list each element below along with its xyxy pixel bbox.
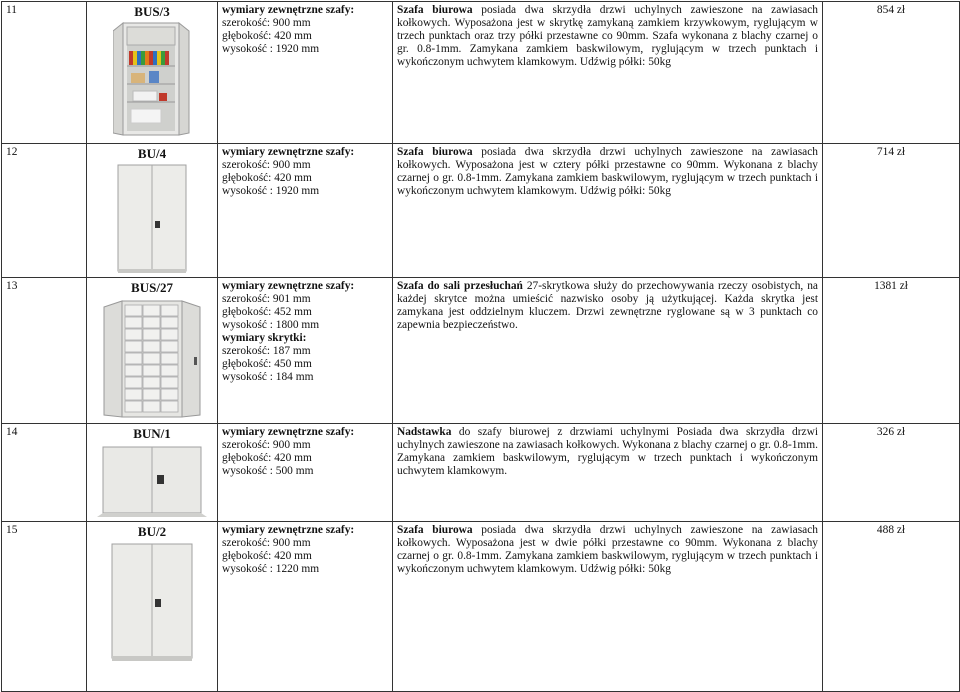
item-code-cell xyxy=(87,144,218,278)
item-code: BUS/27 xyxy=(131,280,173,295)
item-dimensions xyxy=(218,522,393,692)
item-price: 1381 zł xyxy=(823,278,960,424)
item-code: BU/2 xyxy=(137,524,167,539)
description-text: 27-skrytkowa służy do przechowywania rzeczy osobistych, na każdej skrytce można umieścić nazwisko osoby ją użytkującej. Każda skrytka jest zamykana jest oddzielnym kluczem. Drzwi zewnętrzne ryglowane są w 3 punktach co zapewnia bezpieczeństwo. xyxy=(397,280,818,331)
item-code-cell xyxy=(87,424,218,522)
dimensions-heading: wymiary zewnętrzne szafy: xyxy=(222,426,355,438)
item-price: 326 zł xyxy=(823,424,960,522)
item-code-cell xyxy=(87,2,218,144)
dimension-depth: głębokość: 420 mm xyxy=(222,452,312,464)
dimension-height: wysokość : 1220 mm xyxy=(222,563,320,575)
dimensions-heading: wymiary zewnętrzne szafy: xyxy=(222,280,355,292)
open-cabinet-with-binders-image xyxy=(113,21,191,139)
dimension-depth: głębokość: 420 mm xyxy=(222,30,312,42)
item-description xyxy=(393,144,823,278)
dimension-width: szerokość: 900 mm xyxy=(222,159,311,171)
item-description xyxy=(393,2,823,144)
cabinet-extension-image xyxy=(97,443,207,519)
item-description xyxy=(393,278,823,424)
dimension-width: szerokość: 900 mm xyxy=(222,17,311,29)
product-table xyxy=(1,1,960,692)
item-price: 488 zł xyxy=(823,522,960,692)
description-text: posiada dwa skrzydła drzwi uchylnych zawieszone na zawiasach kołkowych. Wyposażona jest w cztery półki przestawne co 90mm. Wykonana z blachy czarnej o gr. 0.8-1mm. Zamykana zamkiem baskwilowym, ryglującym w trzech punktach i wykończonym uchwytem klamkowym. Udźwig półki: 50kg xyxy=(397,146,818,197)
description-text: do szafy biurowej z drzwiami uchylnymi Posiada dwa skrzydła drzwi uchylnych zawieszone na zawiasach kołkowych. Wykonana z blachy czarnej o gr. 0.8-1mm. Zamykana zamkiem baskwilowym, ryglującym w trzech punktach i wykończonym uchwytem klamkowym. xyxy=(397,426,818,477)
dimension-height: wysokość : 1920 mm xyxy=(222,43,320,55)
item-description xyxy=(393,424,823,522)
dimension-width: szerokość: 900 mm xyxy=(222,439,311,451)
locker-dimensions-heading: wymiary skrytki: xyxy=(222,332,307,344)
item-number: 14 xyxy=(2,424,87,522)
item-number: 12 xyxy=(2,144,87,278)
table-row xyxy=(2,424,960,522)
item-description xyxy=(393,522,823,692)
closed-cabinet-image xyxy=(115,163,189,275)
item-code-cell xyxy=(87,278,218,424)
item-dimensions xyxy=(218,278,393,424)
item-code: BU/4 xyxy=(137,146,167,161)
description-lead: Szafa biurowa xyxy=(397,4,473,16)
item-code-cell xyxy=(87,522,218,692)
item-number: 15 xyxy=(2,522,87,692)
item-dimensions xyxy=(218,144,393,278)
item-dimensions xyxy=(218,424,393,522)
dimension-width: szerokość: 900 mm xyxy=(222,537,311,549)
dimension-height: wysokość : 1920 mm xyxy=(222,185,320,197)
dimension-depth: głębokość: 420 mm xyxy=(222,172,312,184)
description-lead: Szafa biurowa xyxy=(397,146,473,158)
item-code: BUS/3 xyxy=(134,4,170,19)
low-cabinet-image xyxy=(107,541,197,665)
item-price: 854 zł xyxy=(823,2,960,144)
item-number: 13 xyxy=(2,278,87,424)
dimension-depth: głębokość: 420 mm xyxy=(222,550,312,562)
dimension-width: szerokość: 901 mm xyxy=(222,293,311,305)
table-row xyxy=(2,522,960,692)
item-price: 714 zł xyxy=(823,144,960,278)
dimensions-heading: wymiary zewnętrzne szafy: xyxy=(222,146,355,158)
description-lead: Nadstawka xyxy=(397,426,452,438)
locker-dimension-depth: głębokość: 450 mm xyxy=(222,358,312,370)
description-text: posiada dwa skrzydła drzwi uchylnych zawieszone na zawiasach kołkowych. Wyposażona jest w skrytkę zamykaną zamkiem krzywkowym, ryglującym w trzech punktach oraz trzy półki przestawne co 90mm. Szafa wykonana z blachy czarnej o gr. 0.8-1mm. Zamykana zamkiem baskwilowym, ryglującym w trzech punktach i wykończonym uchwytem klamkowym. Udźwig półki: 50kg xyxy=(397,4,818,68)
dimension-height: wysokość : 500 mm xyxy=(222,465,314,477)
dimension-depth: głębokość: 452 mm xyxy=(222,306,312,318)
table-row xyxy=(2,278,960,424)
locker-dimension-height: wysokość : 184 mm xyxy=(222,371,314,383)
description-text: posiada dwa skrzydła drzwi uchylnych zawieszone na zawiasach kołkowych. Wyposażona jest w dwie półki przestawne co 90mm. Wykonana z blachy czarnej o gr. 0.8-1mm. Zamykana zamkiem baskwilowym, ryglującym w trzech punktach i wykończonym uchwytem klamkowym. Udźwig półki: 50kg xyxy=(397,524,818,575)
locker-dimension-width: szerokość: 187 mm xyxy=(222,345,311,357)
table-row xyxy=(2,2,960,144)
dimensions-heading: wymiary zewnętrzne szafy: xyxy=(222,524,355,536)
description-lead: Szafa biurowa xyxy=(397,524,473,536)
item-dimensions xyxy=(218,2,393,144)
item-code: BUN/1 xyxy=(133,426,171,441)
item-number: 11 xyxy=(2,2,87,144)
table-row xyxy=(2,144,960,278)
dimension-height: wysokość : 1800 mm xyxy=(222,319,320,331)
description-lead: Szafa do sali przesłuchań xyxy=(397,280,523,292)
dimensions-heading: wymiary zewnętrzne szafy: xyxy=(222,4,355,16)
locker-cabinet-image xyxy=(102,297,202,421)
